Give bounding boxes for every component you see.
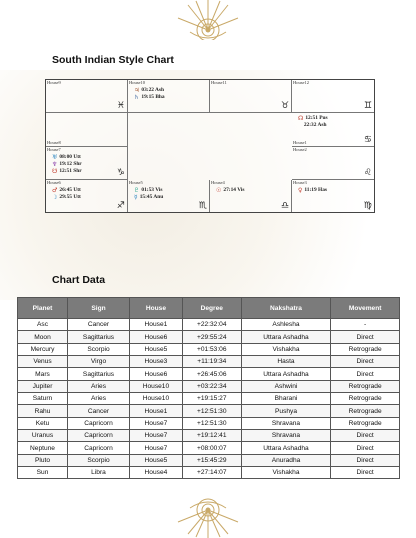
house-cell-house10 [128, 80, 210, 113]
planet-glyph-icon [298, 122, 302, 129]
table-cell: Shravana [241, 430, 331, 442]
table-cell: +22:32:04 [182, 319, 241, 331]
planet-position-text: 01:53 Vis [141, 186, 163, 193]
table-cell: Moon [18, 331, 68, 343]
table-cell: Uranus [18, 430, 68, 442]
planet-glyph-icon: ♆ [52, 160, 58, 168]
table-cell: Ketu [18, 417, 68, 429]
planet-position-text: 08:00 Utt [59, 153, 81, 160]
table-header-row [18, 298, 400, 319]
table-cell: Pluto [18, 454, 68, 466]
table-cell: Uttara Ashadha [241, 368, 331, 380]
house-cell-house3 [292, 180, 374, 212]
planet-position-text: 11:19 Has [304, 186, 328, 193]
table-row [18, 417, 400, 429]
table-cell: Saturn [18, 393, 68, 405]
table-cell: +29:55:24 [182, 331, 241, 343]
table-cell: +26:45:06 [182, 368, 241, 380]
planet-list [216, 187, 245, 194]
zodiac-sign-icon: ♋ [363, 134, 372, 145]
house-cell-house5 [128, 180, 210, 212]
planet-glyph-icon: ♃ [134, 87, 140, 94]
planet-entry [52, 161, 82, 168]
table-cell: Direct [331, 356, 400, 368]
table-cell: Uttara Ashadha [241, 331, 331, 343]
table-cell: Retrograde [331, 343, 400, 355]
table-cell: +12:51:30 [182, 417, 241, 429]
table-cell: Retrograde [331, 393, 400, 405]
planet-list [134, 187, 163, 201]
house-cell-house1 [292, 113, 374, 146]
table-cell: Retrograde [331, 380, 400, 392]
table-cell: House5 [130, 343, 183, 355]
chart-data-title: Chart Data [52, 274, 106, 286]
planet-position-text: 29:55 Utt [59, 193, 81, 200]
house-label: House2 [293, 146, 307, 152]
house-label: House8 [47, 139, 61, 145]
zodiac-sign-icon: ♐ [116, 201, 125, 211]
planet-glyph-icon: ☉ [216, 186, 222, 194]
table-cell: House1 [130, 405, 183, 417]
house-cell-house2 [292, 147, 374, 180]
table-cell: Neptune [18, 442, 68, 454]
planet-entry [52, 194, 81, 201]
zodiac-sign-icon: ♓ [116, 101, 125, 112]
table-cell: +19:15:27 [182, 393, 241, 405]
table-cell: Direct [331, 430, 400, 442]
planet-list [134, 87, 165, 101]
house-cell-house12 [292, 80, 374, 113]
table-cell: Sagittarius [68, 331, 130, 343]
planet-entry [298, 187, 327, 194]
planet-entry [298, 115, 328, 122]
planet-entry [134, 187, 163, 194]
table-cell: +15:45:29 [182, 454, 241, 466]
table-cell: Cancer [68, 319, 130, 331]
planet-position-text: 22:32 Ash [303, 122, 327, 129]
table-row [18, 430, 400, 442]
table-cell: Cancer [68, 405, 130, 417]
table-cell: Capricorn [68, 430, 130, 442]
planet-position-text: 15:45 Anu [139, 193, 164, 200]
planet-list [52, 187, 81, 201]
table-cell: Aries [68, 393, 130, 405]
table-cell: Direct [331, 454, 400, 466]
planet-glyph-icon: ☊ [298, 115, 304, 123]
table-cell: +19:12:41 [182, 430, 241, 442]
table-cell: House7 [130, 417, 183, 429]
table-cell: House1 [130, 319, 183, 331]
column-header: Planet [18, 298, 68, 319]
table-cell: Pushya [241, 405, 331, 417]
table-row [18, 356, 400, 368]
house-label: House4 [211, 179, 225, 185]
table-row [18, 454, 400, 466]
house-label: House6 [47, 179, 61, 185]
table-cell: Venus [18, 356, 68, 368]
table-cell: Direct [331, 331, 400, 343]
zodiac-sign-icon: ♊ [363, 101, 372, 112]
planet-position-text: 19:15 Bha [141, 94, 165, 100]
table-cell: House4 [130, 467, 183, 479]
planet-entry [134, 87, 165, 94]
table-cell: Bharani [241, 393, 331, 405]
table-cell: House3 [130, 356, 183, 368]
planet-list [298, 115, 328, 129]
south-indian-chart [45, 79, 375, 213]
table-cell: Uttara Ashadha [241, 442, 331, 454]
chart-data-table [17, 297, 400, 479]
table-cell: Scorpio [68, 343, 130, 355]
planet-glyph-icon: ♂ [52, 186, 58, 194]
table-row [18, 393, 400, 405]
table-cell: Retrograde [331, 405, 400, 417]
house-cell-house7 [46, 147, 128, 180]
table-cell: Vishakha [241, 467, 331, 479]
planet-glyph-icon: ♄ [134, 94, 140, 101]
table-cell: Jupiter [18, 380, 68, 392]
mandala-ornament-top-icon [168, 0, 248, 40]
table-row [18, 319, 400, 331]
table-cell: +03:22:34 [182, 380, 241, 392]
mandala-ornament-bottom-icon [168, 498, 248, 538]
table-cell: Vishakha [241, 343, 331, 355]
table-cell: Shravana [241, 417, 331, 429]
planet-position-text: 26:45 Utt [59, 186, 81, 193]
table-cell: Sun [18, 467, 68, 479]
table-cell: Direct [331, 467, 400, 479]
table-row [18, 405, 400, 417]
table-cell: Direct [331, 368, 400, 380]
planet-entry [52, 168, 82, 175]
table-row [18, 380, 400, 392]
table-cell: Libra [68, 467, 130, 479]
table-row [18, 467, 400, 479]
table-cell: House10 [130, 393, 183, 405]
house-label: House9 [47, 80, 61, 85]
column-header: House [130, 298, 183, 319]
table-cell: Rahu [18, 405, 68, 417]
planet-entry [52, 187, 81, 194]
table-cell: Hasta [241, 356, 331, 368]
table-cell: House6 [130, 368, 183, 380]
table-cell: House7 [130, 430, 183, 442]
column-header: Movement [331, 298, 400, 319]
table-cell: +08:00:07 [182, 442, 241, 454]
table-cell: Virgo [68, 356, 130, 368]
planet-entry [216, 187, 245, 194]
zodiac-sign-icon: ♉ [280, 101, 289, 112]
planet-glyph-icon: ♀ [298, 186, 303, 194]
table-row [18, 343, 400, 355]
house-label: House7 [47, 146, 61, 152]
zodiac-sign-icon: ♌ [363, 167, 372, 178]
planet-glyph-icon: ☿ [134, 193, 138, 201]
table-cell: Scorpio [68, 454, 130, 466]
table-cell: House7 [130, 442, 183, 454]
table-cell: +12:51:30 [182, 405, 241, 417]
house-label: House12 [293, 80, 309, 85]
table-cell: Capricorn [68, 417, 130, 429]
planet-entry [134, 194, 163, 201]
zodiac-sign-icon: ♑ [116, 167, 125, 178]
planet-entry [134, 94, 165, 101]
table-cell: Asc [18, 319, 68, 331]
table-row [18, 331, 400, 343]
table-cell: Mercury [18, 343, 68, 355]
planet-position-text: 19:12 Shr [59, 160, 82, 167]
table-cell: House10 [130, 380, 183, 392]
planet-glyph-icon: ☽ [52, 193, 58, 201]
table-cell: Ashlesha [241, 319, 331, 331]
house-label: House1 [293, 139, 307, 145]
zodiac-sign-icon: ♏ [198, 201, 207, 211]
column-header: Degree [182, 298, 241, 319]
table-cell: Retrograde [331, 417, 400, 429]
planet-glyph-icon: ☋ [52, 167, 58, 175]
house-label: House3 [293, 179, 307, 185]
table-row [18, 368, 400, 380]
table-cell: Aries [68, 380, 130, 392]
planet-entry [52, 154, 82, 161]
house-label: House5 [129, 179, 143, 185]
table-row [18, 442, 400, 454]
house-cell-house8 [46, 113, 128, 146]
house-cell-house6 [46, 180, 128, 212]
column-header: Sign [68, 298, 130, 319]
table-cell: +01:53:06 [182, 343, 241, 355]
chart-section-title: South Indian Style Chart [52, 54, 174, 66]
planet-position-text: 27:14 Vis [223, 186, 245, 193]
planet-list [52, 154, 82, 175]
table-cell: - [331, 319, 400, 331]
planet-position-text: 12:51 Shr [59, 167, 82, 174]
house-cell-house4 [210, 180, 292, 212]
table-cell: Mars [18, 368, 68, 380]
table-cell: Anuradha [241, 454, 331, 466]
house-label: House11 [211, 80, 227, 85]
table-cell: +27:14:07 [182, 467, 241, 479]
house-cell-house11 [210, 80, 292, 113]
table-cell: +11:19:34 [182, 356, 241, 368]
house-label: House10 [129, 80, 145, 85]
planet-glyph-icon: ♇ [134, 186, 140, 194]
table-cell: Ashwini [241, 380, 331, 392]
table-cell: Sagittarius [68, 368, 130, 380]
house-cell-house9 [46, 80, 128, 113]
planet-position-text: 12:51 Pus [305, 115, 328, 122]
planet-glyph-icon: ♅ [52, 153, 58, 161]
planet-position-text: 03:22 Ash [141, 87, 165, 93]
planet-list [298, 187, 327, 194]
zodiac-sign-icon: ♍ [363, 201, 372, 211]
table-cell: Direct [331, 442, 400, 454]
table-cell: House5 [130, 454, 183, 466]
table-cell: Capricorn [68, 442, 130, 454]
column-header: Nakshatra [241, 298, 331, 319]
zodiac-sign-icon: ♎ [280, 201, 289, 211]
planet-entry [298, 122, 328, 129]
table-cell: House6 [130, 331, 183, 343]
